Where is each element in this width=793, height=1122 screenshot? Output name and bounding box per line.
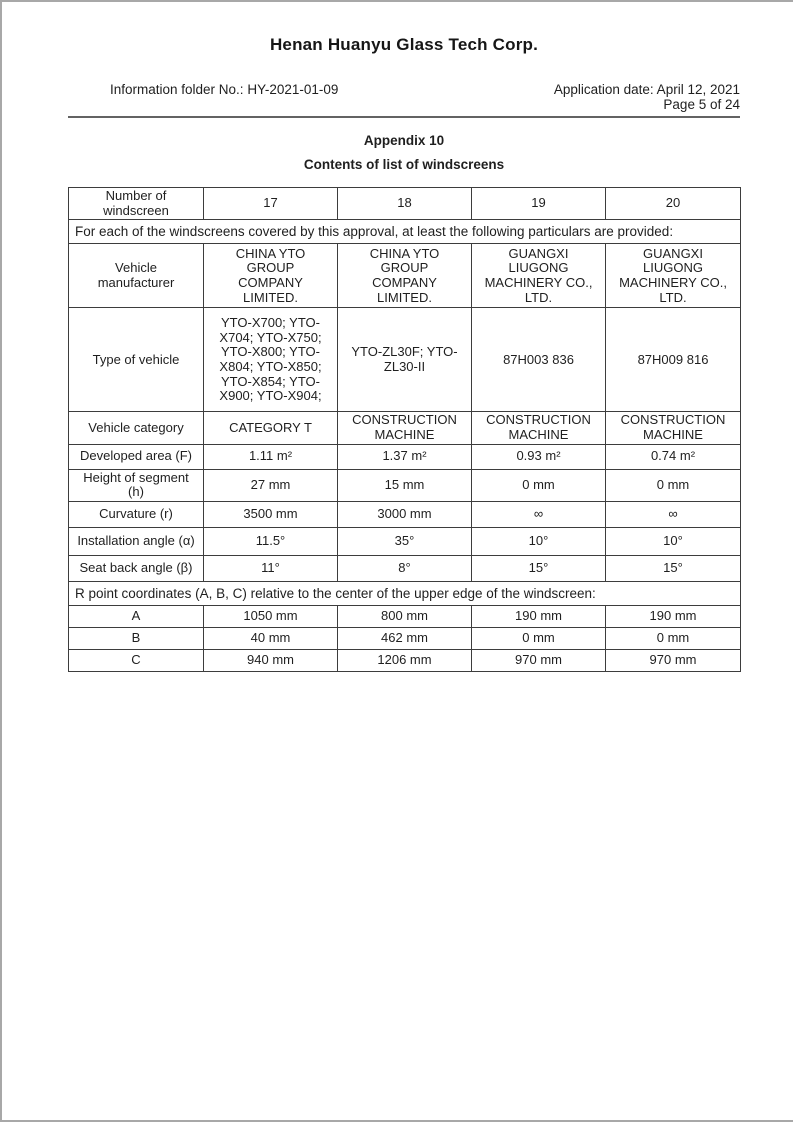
windscreen-number-cell: 17 (204, 188, 338, 220)
page-content (68, 35, 740, 672)
table-cell: 970 mm (606, 650, 741, 672)
document-info-row (68, 82, 740, 112)
table-subtitle: Contents of list of windscreens (303, 157, 505, 172)
table-row (69, 628, 741, 650)
row-label: Vehicle manufacturer (69, 244, 204, 308)
table-cell: 27 mm (204, 469, 338, 501)
table-cell: 462 mm (338, 628, 472, 650)
table-row-header (69, 188, 741, 220)
table-cell: 35° (338, 528, 472, 556)
r-point-note: R point coordinates (A, B, C) relative to the center of the upper edge of the windscreen: (69, 582, 741, 606)
table-cell: 3000 mm (338, 502, 472, 528)
table-cell: 0 mm (606, 628, 741, 650)
row-label: Curvature (r) (69, 502, 204, 528)
table-row-note (69, 582, 741, 606)
table-cell: 800 mm (338, 606, 472, 628)
page-title: Henan Huanyu Glass Tech Corp. (269, 35, 539, 54)
page-number: Page 5 of 24 (663, 97, 740, 112)
table-note: For each of the windscreens covered by this approval, at least the following particulars are provided: (69, 220, 741, 244)
table-cell: CATEGORY T (204, 412, 338, 444)
table-cell: 15° (472, 556, 606, 582)
table-cell: 0.93 m² (472, 444, 606, 469)
row-label: Developed area (F) (69, 444, 204, 469)
table-cell: ∞ (606, 502, 741, 528)
row-label: Type of vehicle (69, 308, 204, 412)
table-cell: CHINA YTO GROUP COMPANY LIMITED. (204, 244, 338, 308)
header-divider (68, 116, 740, 118)
table-cell: 87H009 816 (606, 308, 741, 412)
table-cell: 1050 mm (204, 606, 338, 628)
table-row (69, 650, 741, 672)
table-row (69, 412, 741, 444)
row-label: Vehicle category (69, 412, 204, 444)
table-cell: 40 mm (204, 628, 338, 650)
table-cell: YTO-X700; YTO-X704; YTO-X750; YTO-X800; YTO-X804; YTO-X850; YTO-X854; YTO-X900; YTO-X904; (204, 308, 338, 412)
table-cell: 11° (204, 556, 338, 582)
info-right-block (554, 82, 740, 112)
table-cell: 0 mm (472, 628, 606, 650)
table-row (69, 502, 741, 528)
table-cell: 0 mm (472, 469, 606, 501)
table-cell: 190 mm (472, 606, 606, 628)
row-label: C (69, 650, 204, 672)
table-row (69, 244, 741, 308)
row-label: A (69, 606, 204, 628)
table-cell: GUANGXI LIUGONG MACHINERY CO., LTD. (472, 244, 606, 308)
table-cell: 8° (338, 556, 472, 582)
table-cell: 15° (606, 556, 741, 582)
table-cell: 10° (472, 528, 606, 556)
row-label: Installation angle (α) (69, 528, 204, 556)
table-row (69, 556, 741, 582)
table-cell: 0 mm (606, 469, 741, 501)
table-cell: 940 mm (204, 650, 338, 672)
windscreens-table (68, 187, 741, 672)
windscreen-number-cell: 19 (472, 188, 606, 220)
table-cell: 1206 mm (338, 650, 472, 672)
table-row (69, 528, 741, 556)
table-cell: 0.74 m² (606, 444, 741, 469)
table-cell: 15 mm (338, 469, 472, 501)
table-cell: 970 mm (472, 650, 606, 672)
table-cell: 3500 mm (204, 502, 338, 528)
table-row (69, 606, 741, 628)
table-row (69, 308, 741, 412)
table-cell: 190 mm (606, 606, 741, 628)
table-cell: CHINA YTO GROUP COMPANY LIMITED. (338, 244, 472, 308)
row-label: Height of segment (h) (69, 469, 204, 501)
table-cell: 1.37 m² (338, 444, 472, 469)
table-cell: CONSTRUCTION MACHINE (606, 412, 741, 444)
table-cell: 10° (606, 528, 741, 556)
table-cell: CONSTRUCTION MACHINE (338, 412, 472, 444)
row-label: B (69, 628, 204, 650)
row-label: Number of windscreen (69, 188, 204, 220)
table-cell: GUANGXI LIUGONG MACHINERY CO., LTD. (606, 244, 741, 308)
table-row-note (69, 220, 741, 244)
windscreen-number-cell: 18 (338, 188, 472, 220)
table-row (69, 469, 741, 501)
table-cell: 11.5° (204, 528, 338, 556)
table-cell: ∞ (472, 502, 606, 528)
appendix-title: Appendix 10 (363, 133, 445, 148)
row-label: Seat back angle (β) (69, 556, 204, 582)
table-cell: CONSTRUCTION MACHINE (472, 412, 606, 444)
windscreen-number-cell: 20 (606, 188, 741, 220)
application-date: Application date: April 12, 2021 (553, 82, 740, 97)
table-cell: 1.11 m² (204, 444, 338, 469)
table-row (69, 444, 741, 469)
info-folder-number: Information folder No.: HY-2021-01-09 (110, 82, 339, 97)
table-cell: YTO-ZL30F; YTO-ZL30-II (338, 308, 472, 412)
table-cell: 87H003 836 (472, 308, 606, 412)
